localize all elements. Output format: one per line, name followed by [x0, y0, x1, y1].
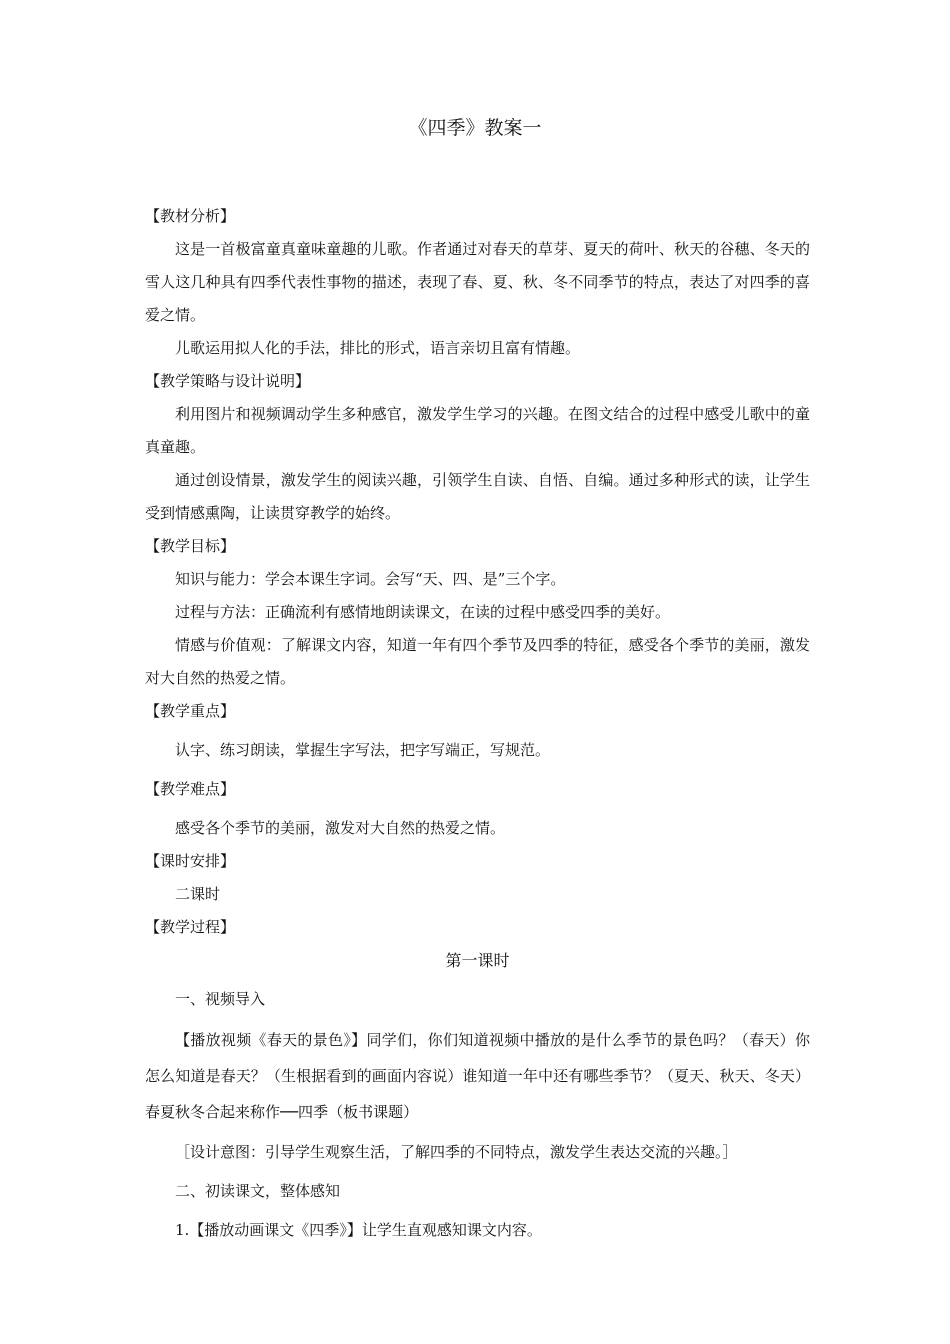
heading-schedule: 【课时安排】 — [145, 852, 236, 870]
paragraph: 【播放视频《春天的景色》】同学们，你们知道视频中播放的是什么季节的景色吗？（春天）你怎么知道是春天？（生根据看到的画面内容说）谁知道一年中还有哪些季节？（夏天、秋天、冬天）春夏秋冬合起来称作──四季（板书课题） — [145, 1031, 810, 1121]
step-heading: 二、初读课文，整体感知 — [175, 1182, 341, 1200]
paragraph: 通过创设情景，激发学生的阅读兴趣，引领学生自读、自悟、自编。通过多种形式的读，让学生受到情感熏陶，让读贯穿教学的始终。 — [145, 471, 810, 522]
paragraph: 知识与能力：学会本课生字词。会写“天、四、是”三个字。 — [175, 570, 566, 588]
paragraph: 二课时 — [175, 885, 221, 903]
document-title: 《四季》教案一 — [408, 117, 542, 139]
heading-analysis: 【教材分析】 — [145, 207, 236, 225]
paragraph: 儿歌运用拟人化的手法，排比的形式，语言亲切且富有情趣。 — [175, 339, 581, 357]
heading-strategy: 【教学策略与设计说明】 — [145, 372, 311, 390]
heading-keypoints: 【教学重点】 — [145, 702, 236, 720]
paragraph: 利用图片和视频调动学生多种感官，激发学生学习的兴趣。在图文结合的过程中感受儿歌中的童真童趣。 — [145, 405, 810, 456]
paragraph: 情感与价值观：了解课文内容，知道一年有四个季节及四季的特征，感受各个季节的美丽，激发对大自然的热爱之情。 — [145, 636, 810, 687]
heading-process: 【教学过程】 — [145, 918, 236, 936]
heading-difficulties: 【教学难点】 — [145, 780, 236, 798]
paragraph: 感受各个季节的美丽，激发对大自然的热爱之情。 — [175, 819, 506, 837]
step-heading: 一、视频导入 — [175, 990, 266, 1008]
design-intent: ［设计意图：引导学生观察生活，了解四季的不同特点，激发学生表达交流的兴趣。］ — [175, 1143, 738, 1161]
lesson-subtitle: 第一课时 — [445, 951, 510, 970]
paragraph: 过程与方法：正确流利有感情地朗读课文，在读的过程中感受四季的美好。 — [175, 603, 671, 621]
paragraph: 这是一首极富童真童味童趣的儿歌。作者通过对春天的草芽、夏天的荷叶、秋天的谷穗、冬天的雪人这几种具有四季代表性事物的描述，表现了春、夏、秋、冬不同季节的特点，表达了对四季的喜爱之情。 — [145, 240, 810, 324]
paragraph: 认字、练习朗读，掌握生字写法，把字写端正，写规范。 — [175, 741, 551, 759]
document-body — [145, 200, 810, 1247]
heading-goals: 【教学目标】 — [145, 537, 236, 555]
list-item: 1.【播放动画课文《四季》】让学生直观感知课文内容。 — [175, 1221, 542, 1239]
